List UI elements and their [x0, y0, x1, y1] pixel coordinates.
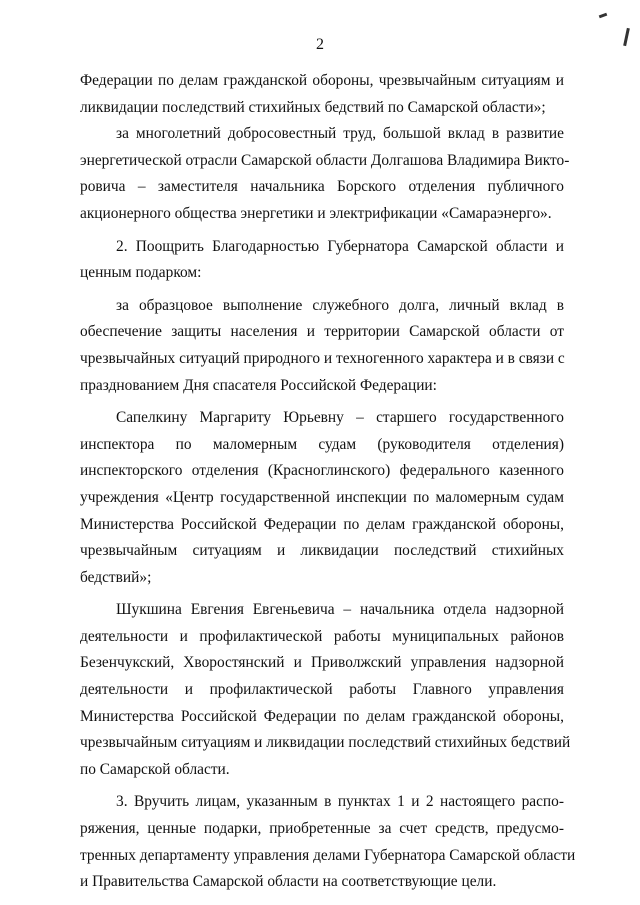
text-line: 2. Поощрить Благодарностью Губернатора Самарской области и — [116, 237, 564, 255]
text-line: за многолетний добросовестный труд, большой вклад в развитие — [116, 125, 564, 143]
text-line: по Самарской области. — [80, 760, 230, 778]
paragraph-award-sapelkina — [80, 405, 564, 591]
text-line: Безенчукский, Хворостянский и Приволжский управления надзорной — [80, 654, 564, 672]
text-line: учреждения «Центр государственной инспекции по маломерным судам — [80, 488, 564, 506]
text-line: празднованием Дня спасателя Российской Федерации: — [80, 376, 437, 394]
text-line: за образцовое выполнение служебного долга, личный вклад в — [116, 296, 564, 314]
text-line: деятельности и профилактической работы Главного управления — [80, 681, 564, 699]
paragraph-reason — [80, 293, 564, 399]
text-line: Шукшина Евгения Евгеньевича – начальника отдела надзорной — [116, 601, 564, 619]
text-line: бедствий»; — [80, 568, 152, 586]
text-line: ряжения, ценные подарки, приобретенные за счет средств, предусмо- — [80, 820, 564, 838]
page-number: 2 — [316, 36, 324, 53]
paragraph-item-3 — [80, 789, 576, 895]
document-body — [80, 68, 576, 896]
text-line: инспектора по маломерным судам (руководителя отделения) — [80, 435, 564, 453]
text-line: обеспечение защиты населения и территории Самарской области от — [80, 323, 564, 341]
text-line: акционерного общества энергетики и электрификации «Самараэнерго». — [80, 204, 552, 222]
text-line: 3. Вручить лицам, указанным в пунктах 1 и 2 настоящего распо- — [116, 793, 564, 811]
scan-mark — [599, 13, 608, 19]
text-line: и Правительства Самарской области на соответствующие цели. — [80, 873, 497, 891]
text-line: инспекторского отделения (Красноглинского) федерального казенного — [80, 462, 564, 480]
text-line: Федерации по делам гражданской обороны, чрезвычайным ситуациям и — [80, 72, 564, 89]
paragraph-award-dolgashov — [80, 121, 570, 227]
text-line: энергетической отрасли Самарской области Долгашова Владимира Викто- — [80, 151, 570, 169]
text-line: чрезвычайным ситуациям и ликвидации последствий стихийных бедствий — [80, 734, 571, 752]
text-line: чрезвычайных ситуаций природного и техногенного характера и в связи с — [80, 349, 565, 367]
text-line: ликвидации последствий стихийных бедствий по Самарской области»; — [80, 98, 546, 116]
text-line: Сапелкину Маргариту Юрьевну – старшего государственного — [116, 409, 564, 427]
text-line: тренных департаменту управления делами Губернатора Самарской области — [80, 846, 576, 864]
text-line: Министерства Российской Федерации по делам гражданской обороны, — [80, 707, 564, 725]
paragraph-item-2 — [80, 234, 564, 287]
text-line: деятельности и профилактической работы муниципальных районов — [80, 627, 564, 645]
text-line: ценным подарком: — [80, 264, 202, 282]
text-line: ровича – заместителя начальника Борского отделения публичного — [80, 178, 564, 196]
paragraph-award-shukshin — [80, 597, 571, 783]
paragraph-continuation — [80, 68, 564, 121]
text-line: Министерства Российской Федерации по делам гражданской обороны, — [80, 515, 564, 533]
text-line: чрезвычайным ситуациям и ликвидации последствий стихийных — [80, 542, 564, 560]
